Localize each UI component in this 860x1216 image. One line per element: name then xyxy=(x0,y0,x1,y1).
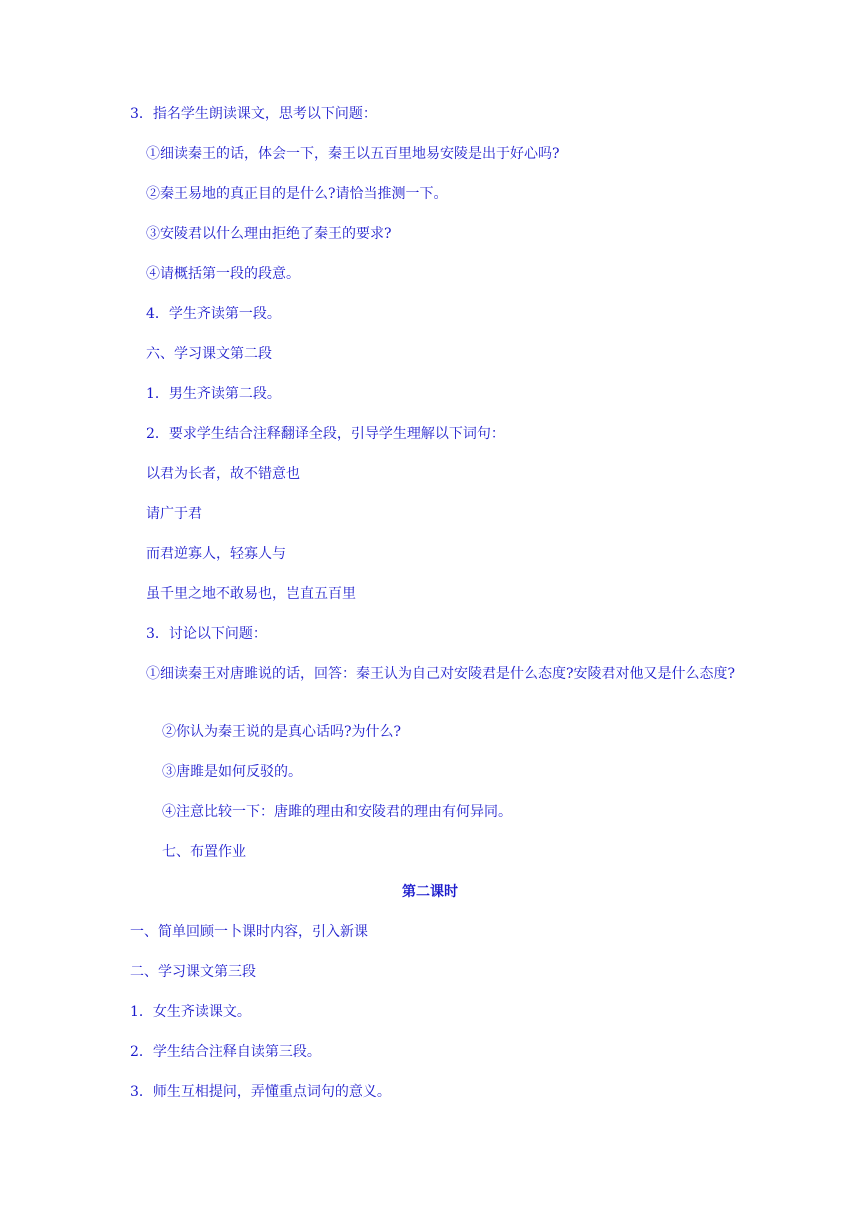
section-heading: 二、学习课文第三段 xyxy=(130,964,256,980)
quoted-phrase: 以君为长者，故不错意也 xyxy=(146,466,300,482)
quoted-phrase: 而君逆寡人，轻寡人与 xyxy=(146,546,286,562)
paragraph-line: 2．要求学生结合注释翻译全段，引导学生理解以下词句： xyxy=(146,426,505,442)
paragraph-line: 3．指名学生朗读课文，思考以下问题： xyxy=(130,106,377,122)
section-heading: 一、简单回顾一卜课时内容，引入新课 xyxy=(130,924,368,940)
paragraph-line: ③安陵君以什么理由拒绝了秦王的要求? xyxy=(146,226,392,242)
paragraph-line: 3．师生互相提问，弄懂重点词句的意义。 xyxy=(130,1084,391,1100)
paragraph-line: ④注意比较一下：唐雎的理由和安陵君的理由有何异同。 xyxy=(162,804,512,820)
paragraph-line: ③唐雎是如何反驳的。 xyxy=(162,764,302,780)
paragraph-line: ①细读秦王对唐雎说的话，回答：秦王认为自己对安陵君是什么态度?安陵君对他又是什么态度? xyxy=(146,666,736,682)
paragraph-line: ②你认为秦王说的是真心话吗?为什么? xyxy=(162,724,402,740)
paragraph-line: ①细读秦王的话，体会一下，秦王以五百里地易安陵是出于好心吗? xyxy=(146,146,560,162)
section-heading: 七、布置作业 xyxy=(162,844,246,860)
quoted-phrase: 虽千里之地不敢易也，岂直五百里 xyxy=(146,586,356,602)
section-heading: 六、学习课文第二段 xyxy=(146,346,272,362)
paragraph-line: ②秦王易地的真正目的是什么?请恰当推测一下。 xyxy=(146,186,448,202)
paragraph-line: ④请概括第一段的段意。 xyxy=(146,266,300,282)
lesson-heading: 第二课时 xyxy=(402,884,458,900)
paragraph-line: 2．学生结合注释自读第三段。 xyxy=(130,1044,321,1060)
paragraph-line: 1．男生齐读第二段。 xyxy=(146,386,281,402)
paragraph-line: 1．女生齐读课文。 xyxy=(130,1004,251,1020)
quoted-phrase: 请广于君 xyxy=(146,506,202,522)
paragraph-line: 4．学生齐读第一段。 xyxy=(146,306,281,322)
paragraph-line: 3．讨论以下问题： xyxy=(146,626,267,642)
